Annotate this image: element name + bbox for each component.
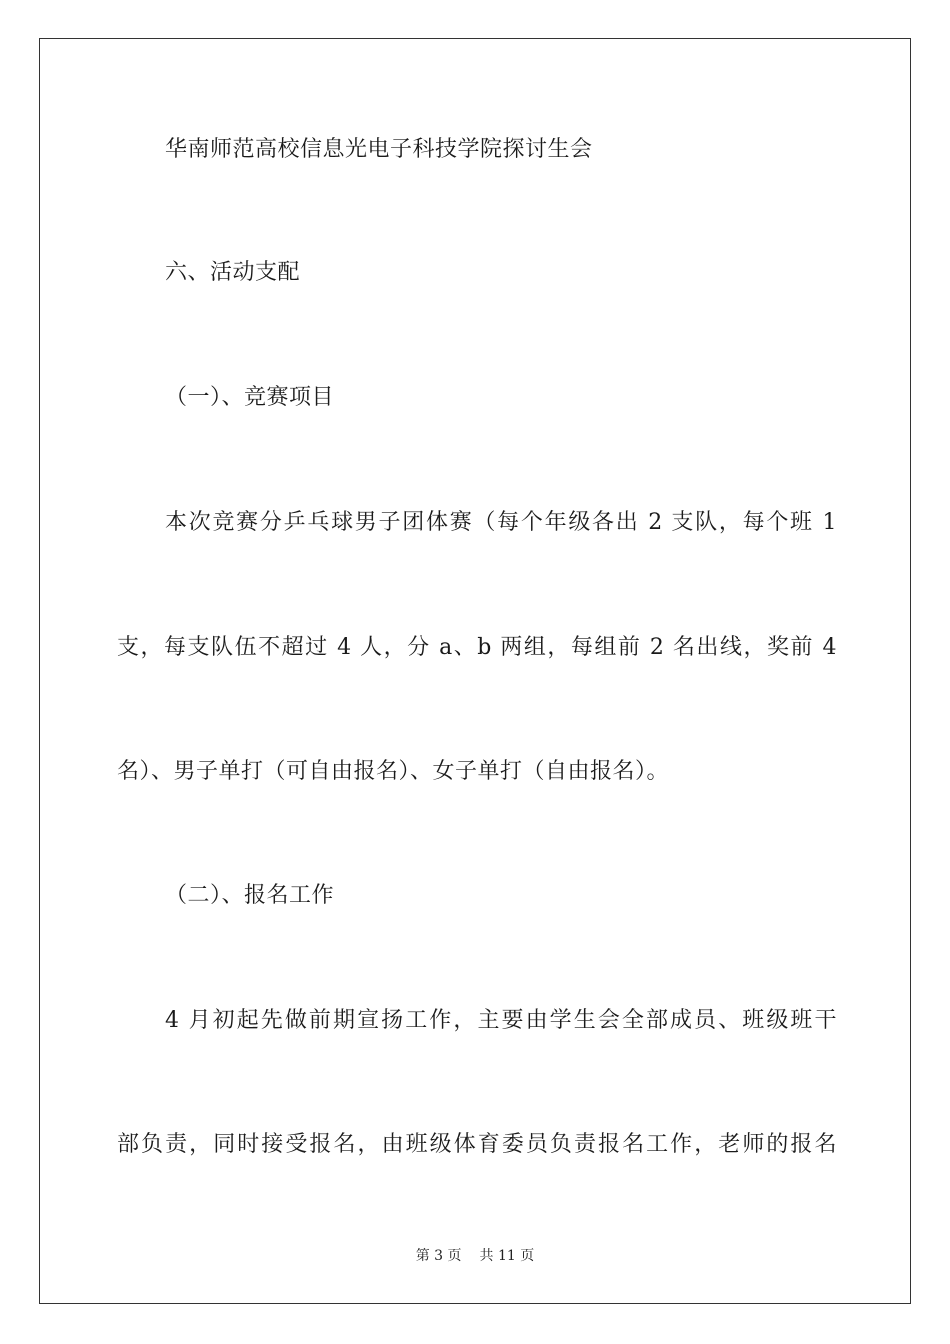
subsection-heading-registration: （二）、报名工作 — [165, 883, 335, 908]
org-name-line: 华南师范高校信息光电子科技学院探讨生会 — [165, 137, 593, 162]
paragraph-line: 4 月初起先做前期宣扬工作，主要由学生会全部成员、班级班干 — [165, 1008, 837, 1033]
page-footer — [0, 1247, 950, 1265]
page-frame — [39, 38, 911, 1304]
section-heading-activity: 六、活动支配 — [165, 260, 301, 285]
paragraph-line: 部负责，同时接受报名，由班级体育委员负责报名工作，老师的报名 — [117, 1132, 837, 1157]
page-total: 共 11 页 — [479, 1248, 535, 1264]
paragraph-line: 本次竞赛分乒乓球男子团体赛（每个年级各出 2 支队，每个班 1 — [165, 510, 837, 535]
paragraph-line: 支，每支队伍不超过 4 人，分 a、b 两组，每组前 2 名出线，奖前 4 — [117, 635, 837, 660]
paragraph-line: 名）、男子单打（可自由报名）、女子单打（自由报名）。 — [117, 759, 670, 784]
page-number: 第 3 页 — [415, 1248, 462, 1264]
subsection-heading-events: （一）、竞赛项目 — [165, 385, 335, 410]
